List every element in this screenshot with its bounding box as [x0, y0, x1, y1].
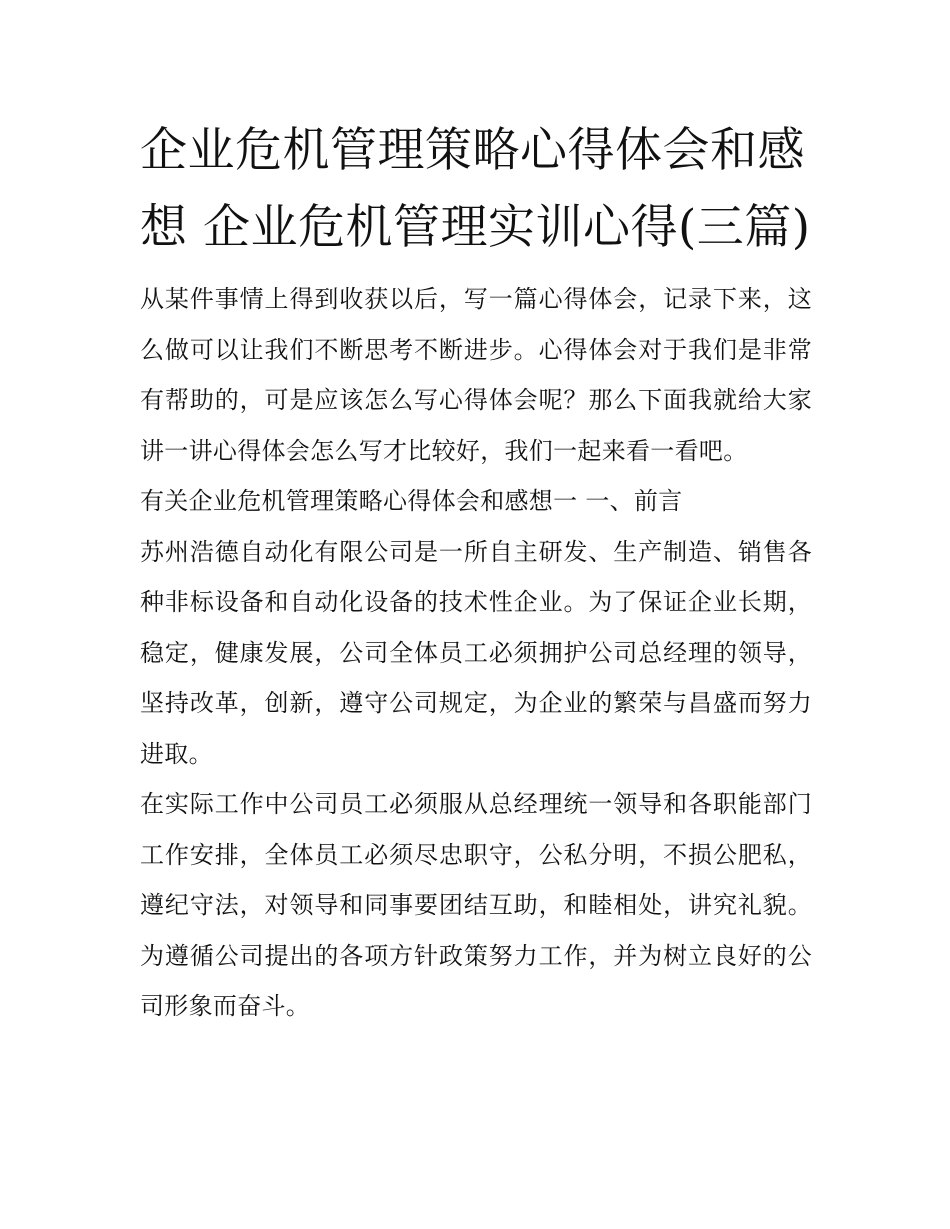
document-body: [140, 112, 812, 1032]
paragraph-intro: 从某件事情上得到收获以后，写一篇心得体会，记录下来，这么做可以让我们不断思考不断进步。心得体会对于我们是非常有帮助的，可是应该怎么写心得体会呢？那么下面我就给大家讲一讲心得体会怎么写才比较好，我们一起来看一看吧。: [140, 285, 812, 465]
section-heading-preface: 有关企业危机管理策略心得体会和感想一 一、前言: [140, 487, 683, 515]
paragraph-company: 苏州浩德自动化有限公司是一所自主研发、生产制造、销售各种非标设备和自动化设备的技术性企业。为了保证企业长期，稳定，健康发展，公司全体员工必须拥护公司总经理的领导，坚持改革，创新，遵守公司规定，为企业的繁荣与昌盛而努力进取。: [140, 537, 812, 768]
title-spacer: [140, 266, 812, 274]
document-title: 企业危机管理策略心得体会和感想 企业危机管理实训心得(三篇): [140, 123, 811, 255]
paragraph-work-rules: 在实际工作中公司员工必须服从总经理统一领导和各职能部门工作安排，全体员工必须尽忠职守，公私分明，不损公肥私，遵纪守法，对领导和同事要团结互助，和睦相处，讲究礼貌。为遵循公司提出的各项方针政策努力工作，并为树立良好的公司形象而奋斗。: [140, 790, 812, 1020]
